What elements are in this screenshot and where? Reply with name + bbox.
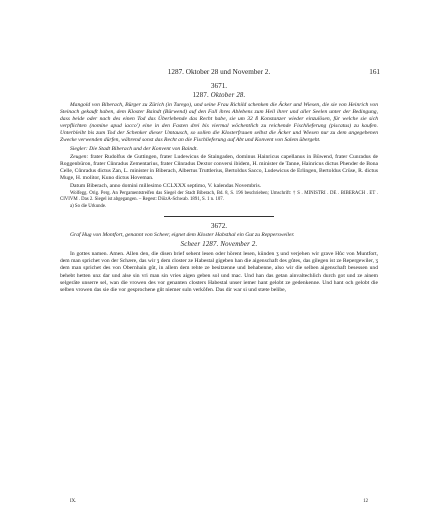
running-header [60, 68, 378, 79]
page-footer [60, 499, 378, 506]
footnote: a) So die Urkunde. [70, 204, 107, 210]
date-day: Oktober 28. [210, 92, 246, 99]
signature-mark-left: IX. [70, 499, 77, 504]
witnesses-paragraph [60, 154, 378, 182]
witnesses-text: frater Rudolfus de Guttingen, frater Ludewicus de Staingaden, dominus Hainricus capellanus in Büwend, frater Cunradus de Roggenbüron, frater Cůnradus Zementarius, frater Cůnradus Dextor conversi ibidem, H. minister de Tanne, Hainricus dictus Phender de Bona Celle, Cůnradus dictus Zan, L. minister in Biberach, Albertus Truttlerius, Bertoldus Sacco, Ludewicus de Erlingen, Bertoldus Crüse, R. dictus Muge, H. molitor, Kuno dictus Hoveman. [60, 153, 378, 181]
page-number: 161 [369, 68, 380, 76]
page-body [60, 68, 378, 294]
sealers-label: Siegler: [70, 145, 88, 152]
document-number: 3671. [210, 82, 228, 90]
document-date-2: Scheer 1287. November 2. [180, 241, 258, 249]
witnesses-label: Zeugen: [70, 153, 89, 160]
document-text-2: In gottes namen. Amen. Allen den, die disen brief sehent lesen oder hörent lesen, künden ʒ und verjehen wir grave Hůc von Muntfort, dem man sprichet von der Schære, das wir ʒ dem closter ze Habestal gigeben han die aigenschaft des gůtes, das gilegen ist ze Repergewiler, ʒ dem man sprichet des von Obernhain gůt, in allem dem rehte ze besitzenne und behabenne, also wir die selben aigenschaft besessen und behebt hetten unz dar und alse sin vri man sin vries aigen geben sol und mac. Und han das getan ainvaltechlich durch got und ze ainem selgeräte unserre sel, wan die vrowen des vor genanten closters Habestal unser iemer hant gelobt ze gedenkenne. Und hant och gelobt die selben vrowen das sie die vor gesprochene gůt niemer suln verkôfen. Das dir war si und stæte belibe, [60, 251, 378, 293]
document-date [60, 92, 378, 99]
datum-line: Datum Biberach, anno domini millesimo CCLXXX septimo, V. kalendas Novembris. [70, 183, 262, 190]
section-divider [164, 216, 274, 217]
archival-note: Wolfegg. Orig. Perg. An Pergamentstreifen das Siegel der Stadt Biberach, Bd. 8, S. 196 beschrieben; Umschrift: † S . MINISTRI . DE . BIBERACH . ET . CIVIVM . Das 2. Siegel ist abgegangen. – Regest: DiözA-Schwab. 1891, S. 1 n. 107. [60, 191, 378, 203]
date-year: 1287. [192, 92, 209, 99]
sealers-text: Die Stadt Biberach und der Konvent von Baindt. [89, 145, 198, 152]
document-summary: Mangold von Biberach, Bürger zu Zürich (in Turego), und seine Frau Richild schenken die Äcker und Wiesen, die sie von Heinrich von Steinach gekauft haben, dem Kloster Baindt (Bürwend) auf den Fall ihres Ablebens zum Heil ihrer und aller Seelen unter der Bedingung, dass beide oder nach des einen Tod das Überlebende das Recht habe, sie um 32 ß Konstanzer wieder einzulösen, für welche sie sich verpflichten (nomine apud iacco') eine in den Fasten drei bis viermal wöchentlich zu reichende Fischlieferung (piscatus) zu kaufen. Unterbleibt bis zum Tod der Schenker dieser Umtausch, so sollen die Klosterfrauen selbst die Äcker und Wiesen nur zu dem angegebenen Zwecke verwenden dürfen, während sonst das Recht an die Fischlieferung auf Abt und Konvent von Salem übergeht. [60, 102, 378, 144]
sealers-line [60, 146, 378, 153]
document-summary-2: Graf Hug von Montfort, genannt von Scheer, eignet dem Kloster Habsthal ein Gut zu Reppersweiler. [70, 232, 295, 239]
signature-mark-right: 12 [363, 499, 368, 504]
running-title: 1287. Oktober 28 und November 2. [167, 68, 271, 76]
document-number-2: 3672. [210, 222, 228, 231]
